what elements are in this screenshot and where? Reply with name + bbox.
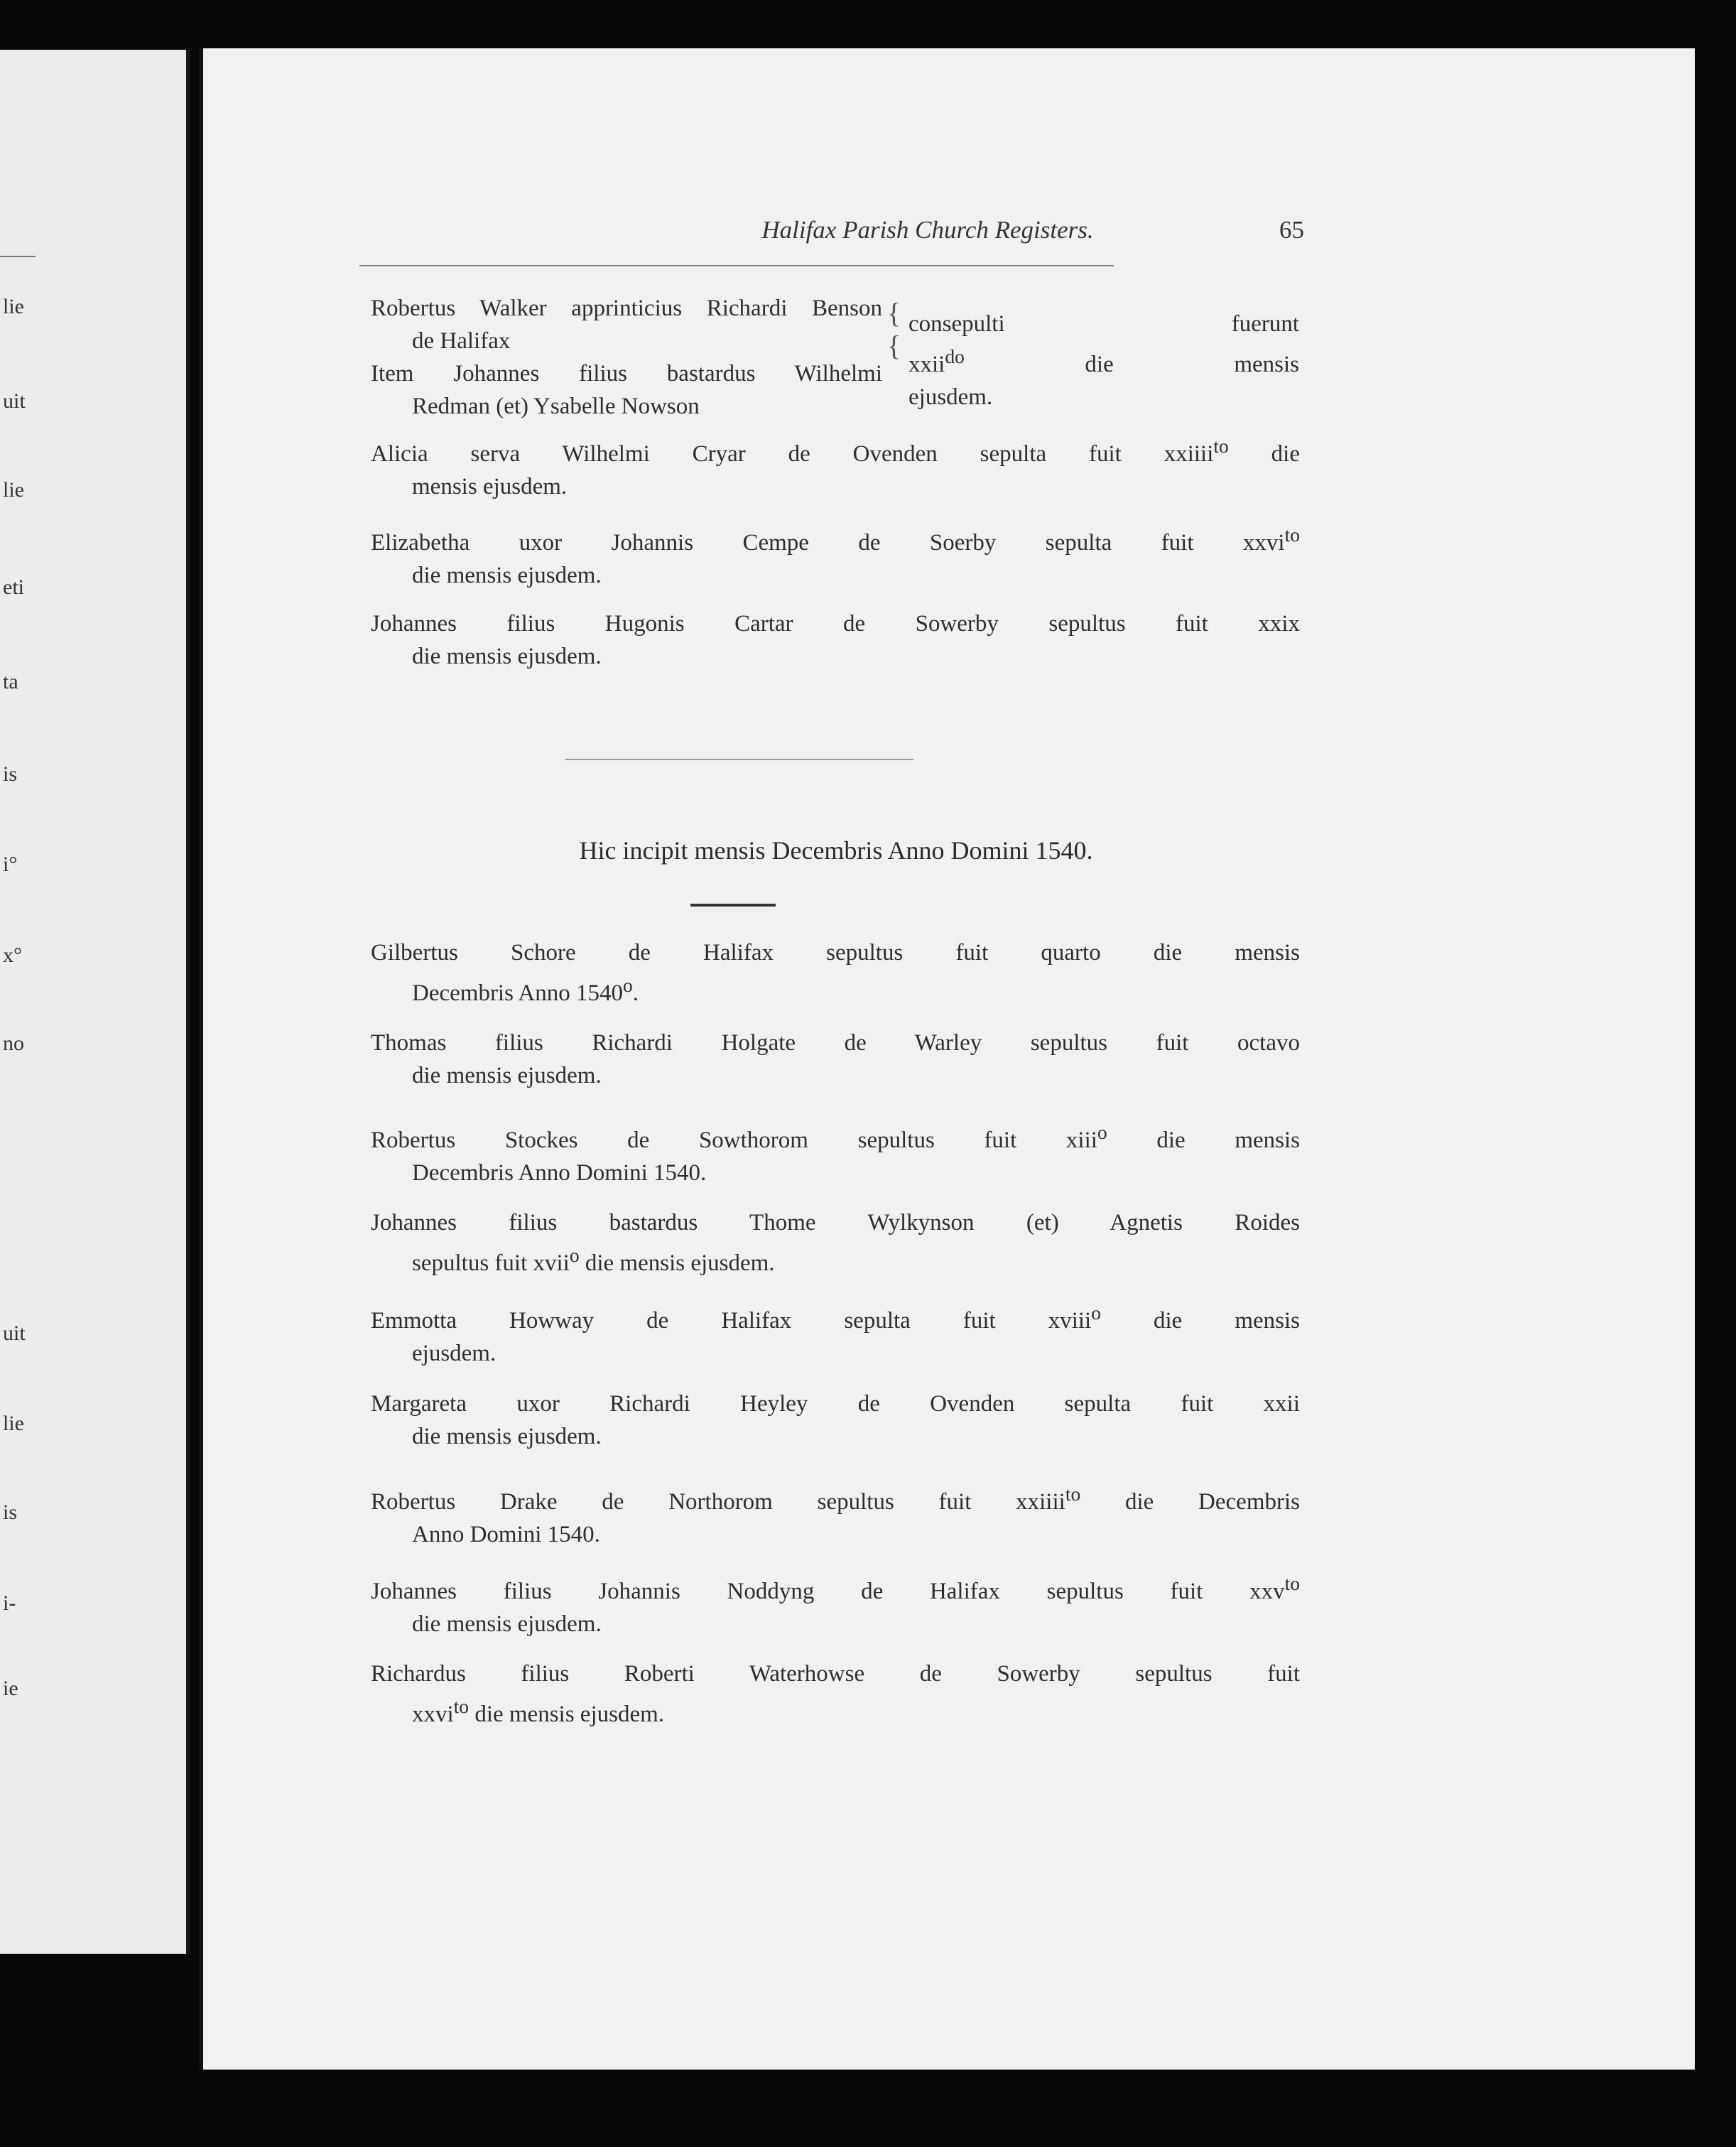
running-title: Halifax Parish Church Registers. xyxy=(761,216,1094,244)
facing-page-rule xyxy=(0,256,36,257)
register-page xyxy=(199,48,1695,2070)
entry-line: Emmotta Howway de Halifax sepulta fuit xviii$^o$ die mensis xyxy=(371,1302,1300,1334)
entry-line: die mensis ejusdem. xyxy=(412,1424,602,1449)
entry-line: die mensis ejusdem. xyxy=(412,1611,602,1637)
facing-page-fragment: i° xyxy=(3,853,18,876)
facing-page-fragment: i- xyxy=(3,1591,16,1615)
entry-line: Item Johannes filius bastardus Wilhelmi xyxy=(371,361,882,386)
facing-page-edge xyxy=(0,50,190,1954)
section-divider xyxy=(565,759,913,760)
entry-line: de Halifax xyxy=(412,328,511,354)
entry-line: Decembris Anno 1540$^o$. xyxy=(412,974,639,1006)
header-rule xyxy=(359,265,1114,266)
joint-burial-note xyxy=(908,308,1299,413)
facing-page-fragment: lie xyxy=(3,1412,24,1435)
facing-page-fragment: lie xyxy=(3,478,24,502)
entry-line: Margareta uxor Richardi Heyley de Ovenden sepulta fuit xxii xyxy=(371,1391,1300,1417)
note-line: ejusdem. xyxy=(908,384,993,410)
entry-line: Anno Domini 1540. xyxy=(412,1522,600,1547)
entry-line: die mensis ejusdem. xyxy=(412,644,602,669)
page-number: 65 xyxy=(1279,216,1304,244)
burial-entry xyxy=(371,607,1300,673)
entry-line: Alicia serva Wilhelmi Cryar de Ovenden sepulta fuit xxiiii$^{to}$ die xyxy=(371,435,1300,467)
entry-line: Robertus Stockes de Sowthorom sepultus fuit xiii$^o$ die mensis xyxy=(371,1121,1300,1153)
burial-entry xyxy=(371,1657,1300,1731)
facing-page-fragment: x° xyxy=(3,943,22,967)
facing-page-fragment: lie xyxy=(3,295,24,318)
entry-line: Redman (et) Ysabelle Nowson xyxy=(412,394,700,419)
entry-line: ejusdem. xyxy=(412,1341,497,1366)
burial-entry xyxy=(371,1567,1300,1640)
facing-page-fragment: is xyxy=(3,1500,18,1524)
joint-burial-entry xyxy=(371,292,882,423)
facing-page-fragment: ie xyxy=(3,1677,18,1700)
burial-entry xyxy=(371,1206,1300,1280)
burial-entry xyxy=(371,1297,1300,1370)
burial-entry xyxy=(371,1116,1300,1189)
scan-border xyxy=(0,0,1736,43)
entry-line: Robertus Walker apprinticius Richardi Benson xyxy=(371,296,882,321)
entry-line: Gilbertus Schore de Halifax sepultus fuit quarto die mensis xyxy=(371,940,1300,966)
entry-line: die mensis ejusdem. xyxy=(412,1063,602,1088)
facing-page-fragment: uit xyxy=(3,389,26,413)
entry-line: mensis ejusdem. xyxy=(412,474,568,499)
note-line: xxii$^{do}$ die mensis xyxy=(908,345,1299,377)
entry-line: xxvi$^{to}$ die mensis ejusdem. xyxy=(412,1695,665,1727)
entry-line: die mensis ejusdem. xyxy=(412,563,602,588)
section-title: Hic incipit mensis Decembris Anno Domini 1540. xyxy=(579,836,1093,865)
entry-line: Johannes filius bastardus Thome Wylkynson (et) Agnetis Roides xyxy=(371,1210,1300,1235)
facing-page-fragment: is xyxy=(3,762,18,786)
entry-line: Johannes filius Hugonis Cartar de Sowerby sepultus fuit xxix xyxy=(371,611,1300,637)
facing-page-fragment: eti xyxy=(3,575,24,599)
curly-brace-icon: { { xyxy=(887,297,901,362)
burial-entry xyxy=(371,1027,1300,1092)
burial-entry xyxy=(371,430,1300,503)
entry-line: Robertus Drake de Northorom sepultus fuit xxiiii$^{to}$ die Decembris xyxy=(371,1483,1300,1515)
facing-page-fragment: uit xyxy=(3,1321,26,1345)
entry-line: Thomas filius Richardi Holgate de Warley sepultus fuit octavo xyxy=(371,1030,1300,1056)
burial-entry xyxy=(371,519,1300,592)
entry-line: Richardus filius Roberti Waterhowse de Sowerby sepultus fuit xyxy=(371,1661,1300,1687)
facing-page-fragment: no xyxy=(3,1032,24,1055)
burial-entry xyxy=(371,936,1300,1010)
burial-entry xyxy=(371,1478,1300,1551)
section-title-rule xyxy=(690,904,776,907)
page-header xyxy=(551,216,1304,252)
entry-line: Johannes filius Johannis Noddyng de Halifax sepultus fuit xxv$^{to}$ xyxy=(371,1572,1300,1604)
facing-page-fragment: ta xyxy=(3,670,18,693)
burial-entry xyxy=(371,1388,1300,1453)
entry-line: Decembris Anno Domini 1540. xyxy=(412,1160,707,1186)
entry-line: sepultus fuit xvii$^o$ die mensis ejusdem. xyxy=(412,1244,775,1276)
entry-line: Elizabetha uxor Johannis Cempe de Soerby sepulta fuit xxvi$^{to}$ xyxy=(371,524,1300,556)
note-line: consepulti fuerunt xyxy=(908,311,1299,337)
